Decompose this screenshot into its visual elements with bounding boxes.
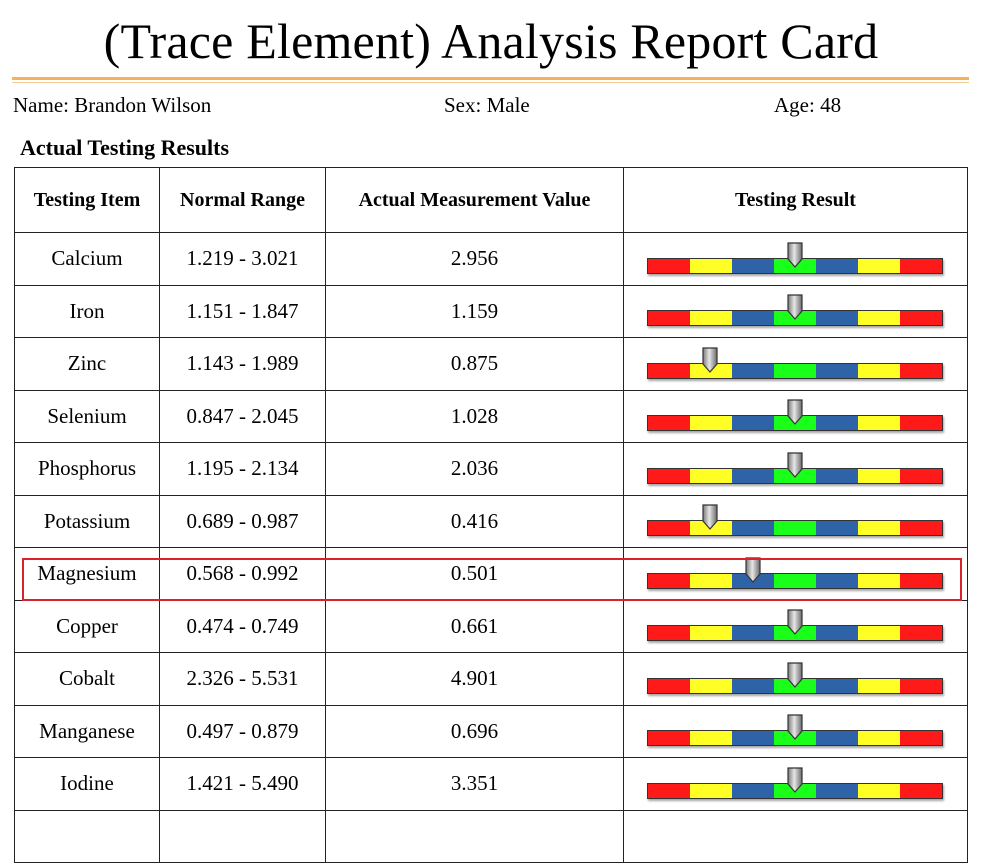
testing-item-cell: Cobalt [15, 653, 160, 706]
gauge-segment [732, 416, 774, 430]
testing-item-cell: Zinc [15, 338, 160, 391]
header-actual-value: Actual Measurement Value [326, 168, 624, 233]
gauge-segment [858, 731, 900, 745]
result-gauge [647, 504, 945, 538]
header-normal-range: Normal Range [160, 168, 326, 233]
gauge-segment [690, 784, 732, 798]
gauge-segment [900, 626, 942, 640]
gauge-segment [732, 521, 774, 535]
gauge-segment [858, 574, 900, 588]
result-gauge [647, 242, 945, 276]
gauge-segment [732, 784, 774, 798]
gauge-segment [816, 626, 858, 640]
gauge-segment [648, 574, 690, 588]
testing-result-cell [624, 390, 968, 443]
normal-range-cell: 1.143 - 1.989 [160, 338, 326, 391]
testing-result-cell [624, 600, 968, 653]
gauge-segment [858, 416, 900, 430]
result-gauge [647, 399, 945, 433]
gauge-segment [900, 731, 942, 745]
gauge-segment [732, 731, 774, 745]
gauge-segment [648, 364, 690, 378]
table-row [15, 758, 968, 811]
gauge-segment [858, 679, 900, 693]
actual-value-cell: 1.028 [326, 390, 624, 443]
testing-result-cell [624, 285, 968, 338]
gauge-segment [900, 259, 942, 273]
gauge-segment [648, 469, 690, 483]
actual-value-cell: 0.501 [326, 548, 624, 601]
testing-item-cell: Copper [15, 600, 160, 653]
title-divider [12, 77, 969, 80]
table-row [15, 548, 968, 601]
table-row [15, 285, 968, 338]
results-table [14, 167, 968, 863]
actual-value-cell: 0.696 [326, 705, 624, 758]
normal-range-cell: 1.219 - 3.021 [160, 233, 326, 286]
gauge-pointer-icon [787, 242, 803, 268]
testing-result-cell [624, 338, 968, 391]
gauge-segment [900, 574, 942, 588]
table-row [15, 390, 968, 443]
gauge-segment [732, 469, 774, 483]
testing-item-cell: Iodine [15, 758, 160, 811]
gauge-segment [816, 521, 858, 535]
table-header-row [15, 168, 968, 233]
testing-result-cell [624, 653, 968, 706]
header-testing-item: Testing Item [15, 168, 160, 233]
patient-sex: Sex: Male [444, 93, 530, 117]
gauge-segment [690, 311, 732, 325]
table-row [15, 653, 968, 706]
result-gauge [647, 347, 945, 381]
gauge-segment [690, 626, 732, 640]
gauge-segment [648, 679, 690, 693]
gauge-segment [816, 731, 858, 745]
gauge-segment [732, 311, 774, 325]
gauge-pointer-icon [787, 767, 803, 793]
gauge-segment [690, 731, 732, 745]
testing-item-cell: Iron [15, 285, 160, 338]
gauge-segment [732, 679, 774, 693]
gauge-segment [816, 574, 858, 588]
normal-range-cell: 0.568 - 0.992 [160, 548, 326, 601]
testing-item-cell: Selenium [15, 390, 160, 443]
gauge-segment [774, 521, 816, 535]
header-testing-result: Testing Result [624, 168, 968, 233]
table-row [15, 233, 968, 286]
gauge-segment [732, 259, 774, 273]
table-row [15, 443, 968, 496]
gauge-segment [774, 574, 816, 588]
gauge-segment [900, 784, 942, 798]
gauge-segment [690, 574, 732, 588]
gauge-segment [648, 311, 690, 325]
gauge-segment [690, 259, 732, 273]
table-row [15, 338, 968, 391]
testing-result-cell [624, 705, 968, 758]
gauge-segment [816, 364, 858, 378]
gauge-pointer-icon [745, 557, 761, 583]
gauge-segment [858, 259, 900, 273]
normal-range-cell: 0.689 - 0.987 [160, 495, 326, 548]
table-row [15, 600, 968, 653]
patient-age: Age: 48 [774, 93, 842, 117]
gauge-segment [690, 679, 732, 693]
testing-item-cell: Potassium [15, 495, 160, 548]
gauge-segment [690, 416, 732, 430]
gauge-segment [816, 679, 858, 693]
testing-item-cell: Manganese [15, 705, 160, 758]
normal-range-cell: 1.421 - 5.490 [160, 758, 326, 811]
gauge-segment [648, 521, 690, 535]
gauge-segment [648, 259, 690, 273]
title-divider-thin [12, 82, 969, 83]
gauge-segment [900, 364, 942, 378]
gauge-segment [858, 784, 900, 798]
result-gauge [647, 714, 945, 748]
gauge-segment [858, 311, 900, 325]
testing-result-cell [624, 233, 968, 286]
testing-item-cell: Calcium [15, 233, 160, 286]
normal-range-cell: 0.847 - 2.045 [160, 390, 326, 443]
gauge-segment [900, 311, 942, 325]
gauge-segment [858, 364, 900, 378]
gauge-segment [858, 469, 900, 483]
actual-value-cell: 1.159 [326, 285, 624, 338]
gauge-segment [816, 416, 858, 430]
gauge-bar [647, 363, 943, 379]
gauge-segment [858, 521, 900, 535]
actual-value-cell: 4.901 [326, 653, 624, 706]
gauge-segment [648, 731, 690, 745]
testing-result-cell [624, 495, 968, 548]
actual-value-cell: 0.416 [326, 495, 624, 548]
testing-item-cell: Phosphorus [15, 443, 160, 496]
normal-range-cell [160, 810, 326, 863]
gauge-pointer-icon [787, 452, 803, 478]
gauge-segment [816, 469, 858, 483]
table-row [15, 705, 968, 758]
table-body [15, 233, 968, 863]
gauge-segment [900, 469, 942, 483]
actual-value-cell: 3.351 [326, 758, 624, 811]
gauge-bar [647, 520, 943, 536]
result-gauge [647, 452, 945, 486]
testing-item-cell [15, 810, 160, 863]
gauge-segment [900, 679, 942, 693]
gauge-segment [900, 416, 942, 430]
table-row [15, 495, 968, 548]
gauge-segment [648, 784, 690, 798]
section-title: Actual Testing Results [20, 135, 230, 160]
gauge-segment [816, 259, 858, 273]
gauge-pointer-icon [702, 347, 718, 373]
gauge-segment [816, 784, 858, 798]
actual-value-cell: 0.875 [326, 338, 624, 391]
result-gauge [647, 767, 945, 801]
gauge-pointer-icon [787, 662, 803, 688]
gauge-segment [690, 469, 732, 483]
gauge-segment [900, 521, 942, 535]
gauge-pointer-icon [702, 504, 718, 530]
normal-range-cell: 0.474 - 0.749 [160, 600, 326, 653]
gauge-segment [858, 626, 900, 640]
result-gauge [647, 294, 945, 328]
gauge-pointer-icon [787, 714, 803, 740]
patient-name: Name: Brandon Wilson [13, 93, 212, 117]
testing-result-cell [624, 810, 968, 863]
gauge-pointer-icon [787, 294, 803, 320]
result-gauge [647, 662, 945, 696]
result-gauge [647, 557, 945, 591]
testing-result-cell [624, 548, 968, 601]
report-title: (Trace Element) Analysis Report Card [103, 13, 879, 69]
testing-result-cell [624, 443, 968, 496]
gauge-segment [648, 416, 690, 430]
gauge-segment [732, 364, 774, 378]
normal-range-cell: 0.497 - 0.879 [160, 705, 326, 758]
testing-item-cell: Magnesium [15, 548, 160, 601]
result-gauge [647, 609, 945, 643]
gauge-segment [816, 311, 858, 325]
gauge-segment [732, 626, 774, 640]
gauge-pointer-icon [787, 609, 803, 635]
actual-value-cell [326, 810, 624, 863]
actual-value-cell: 0.661 [326, 600, 624, 653]
normal-range-cell: 1.151 - 1.847 [160, 285, 326, 338]
actual-value-cell: 2.956 [326, 233, 624, 286]
gauge-bar [647, 573, 943, 589]
actual-value-cell: 2.036 [326, 443, 624, 496]
gauge-segment [774, 364, 816, 378]
gauge-segment [648, 626, 690, 640]
testing-result-cell [624, 758, 968, 811]
gauge-pointer-icon [787, 399, 803, 425]
normal-range-cell: 2.326 - 5.531 [160, 653, 326, 706]
normal-range-cell: 1.195 - 2.134 [160, 443, 326, 496]
table-row [15, 810, 968, 863]
